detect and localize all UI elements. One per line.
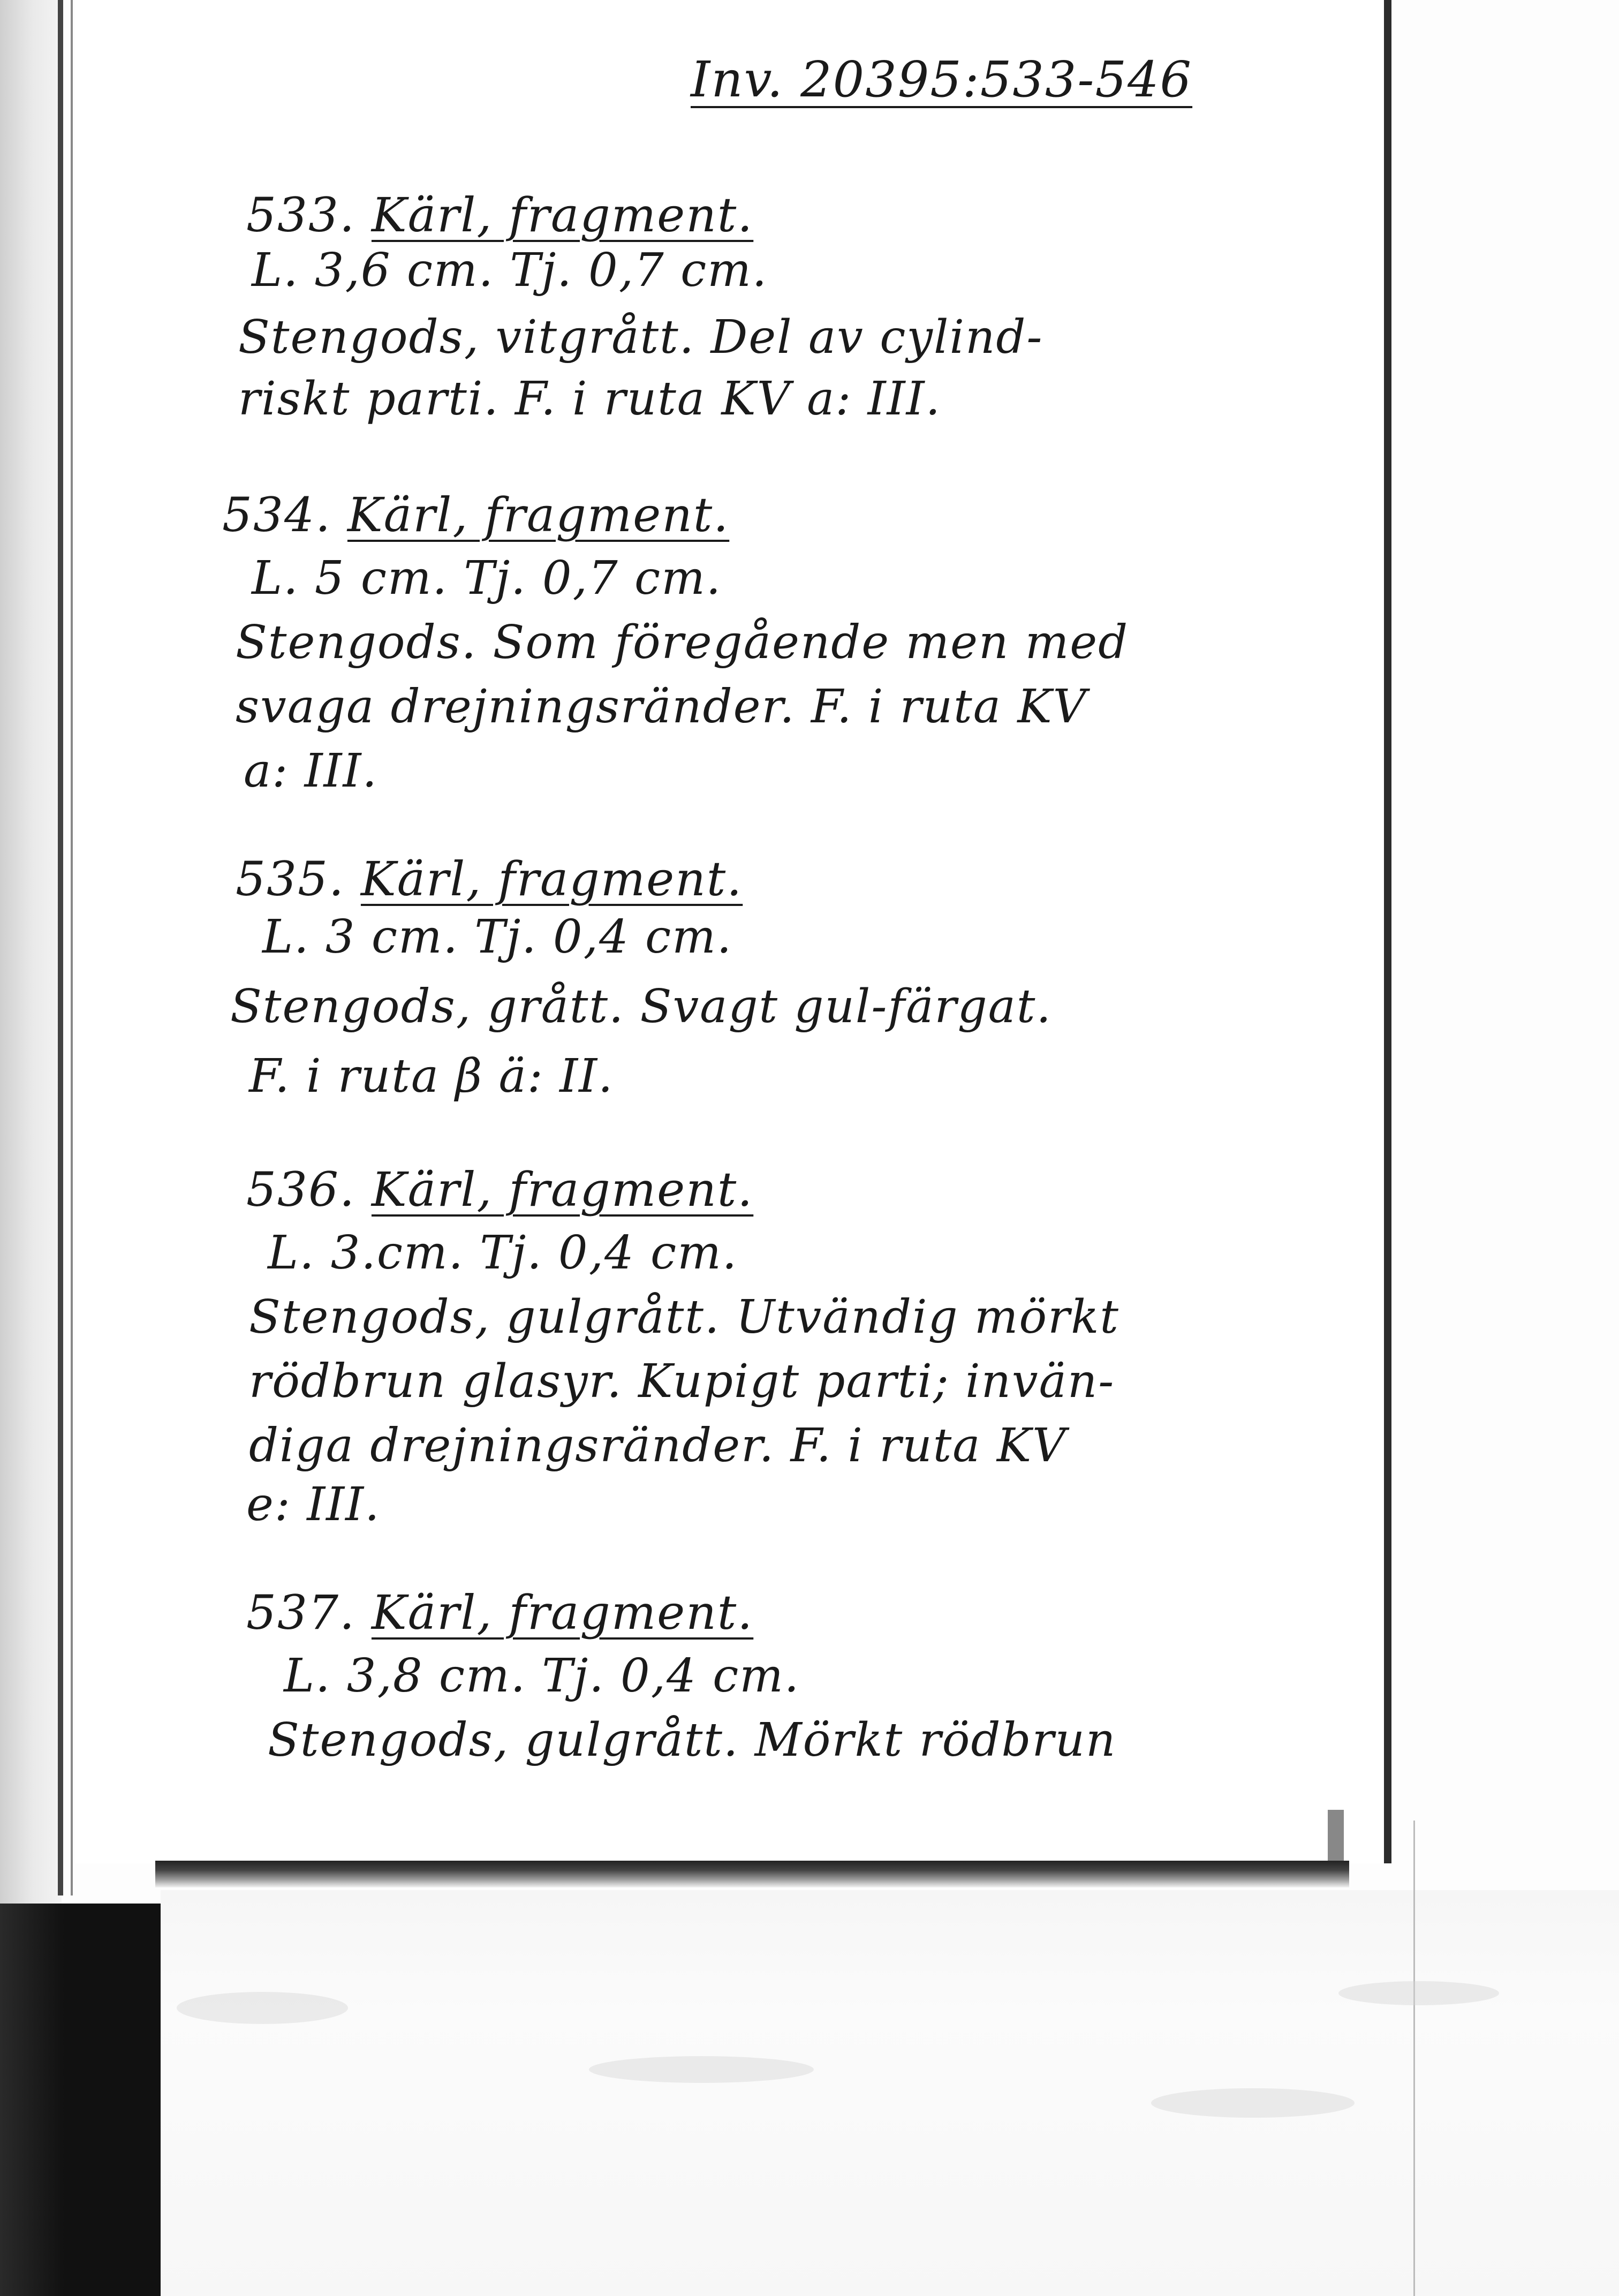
desk-smudge: [177, 1992, 348, 2024]
entry-line: e: III.: [246, 1478, 381, 1531]
entry-line: L. 5 cm. Tj. 0,7 cm.: [252, 552, 722, 605]
entry-line: Stengods, gulgrått. Utvändig mörkt: [249, 1290, 1119, 1344]
entry-line: L. 3,8 cm. Tj. 0,4 cm.: [284, 1649, 800, 1703]
desk-smudge: [1151, 2088, 1355, 2118]
book-cover-shade: [0, 1904, 64, 2296]
entry-line: a: III.: [244, 744, 378, 798]
entry-line: Stengods, gulgrått. Mörkt rödbrun: [268, 1713, 1117, 1767]
entry-line: Stengods, grått. Svagt gul-färgat.: [230, 980, 1052, 1033]
entry-title: Kärl, fragment.: [360, 851, 743, 907]
entry-title: Kärl, fragment.: [371, 1585, 754, 1640]
entry-number: 534.: [222, 487, 331, 542]
page-bottom-edge: [155, 1861, 1349, 1887]
entry-line: F. i ruta β ä: II.: [249, 1049, 614, 1103]
entry-heading: [222, 487, 729, 542]
entry-line: Stengods, vitgrått. Del av cylind-: [238, 311, 1043, 364]
page-right-edge: [1384, 0, 1391, 1863]
entry-number: 536.: [246, 1162, 355, 1217]
entry-line: riskt parti. F. i ruta KV a: III.: [238, 372, 941, 426]
entry-line: svaga drejningsränder. F. i ruta KV: [236, 680, 1087, 734]
entry-title: Kärl, fragment.: [347, 487, 730, 542]
entry-number: 535.: [236, 851, 345, 907]
entry-line: L. 3,6 cm. Tj. 0,7 cm.: [252, 244, 768, 297]
desk-smudge: [589, 2056, 814, 2083]
entry-heading: [246, 187, 753, 243]
entry-heading: [236, 851, 743, 907]
entry-line: diga drejningsränder. F. i ruta KV: [249, 1419, 1067, 1472]
desk-smudge: [1338, 1981, 1499, 2005]
entry-number: 533.: [246, 187, 355, 243]
entry-heading: [246, 1162, 753, 1217]
binding-line: [58, 0, 63, 1895]
entry-line: Stengods. Som föregående men med: [236, 616, 1129, 669]
entry-title: Kärl, fragment.: [371, 187, 754, 243]
desk-edge-line: [1413, 1821, 1415, 2296]
entry-heading: [246, 1585, 753, 1640]
entry-title: Kärl, fragment.: [371, 1162, 754, 1217]
entry-number: 537.: [246, 1585, 355, 1640]
binding-edge: [0, 0, 62, 1906]
entry-line: L. 3.cm. Tj. 0,4 cm.: [268, 1226, 738, 1280]
entry-line: L. 3 cm. Tj. 0,4 cm.: [262, 910, 733, 964]
entry-line: rödbrun glasyr. Kupigt parti; invän-: [249, 1355, 1115, 1408]
inventory-number: Inv. 20395:533-546: [691, 51, 1193, 108]
desk-surface: [161, 1890, 1619, 2296]
binding-line-thin: [71, 0, 73, 1895]
